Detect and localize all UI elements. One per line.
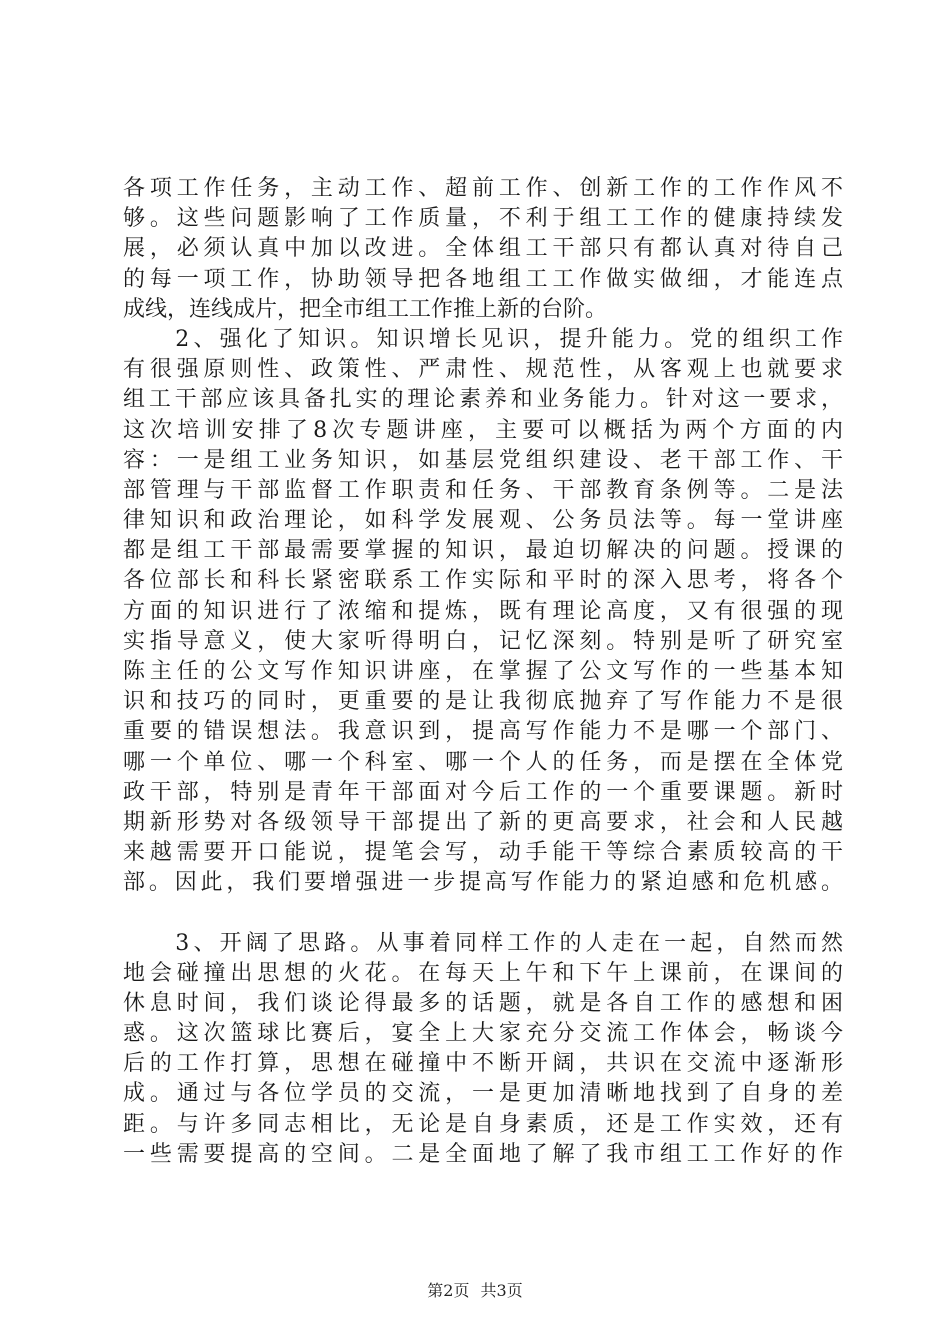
paragraph-gap [123, 899, 843, 929]
paragraph [123, 325, 843, 899]
body-text [123, 174, 843, 1170]
text-line: 惑。这次篮球比赛后，宴全上大家充分交流工作体会，畅谈今 [123, 1021, 843, 1047]
text-line: 期新形势对各级领导干部提出了新的更高要求，社会和人民越 [123, 809, 843, 835]
text-line: 来越需要开口能说，提笔会写，动手能干等综合素质较高的干 [123, 840, 843, 866]
text-line: 组工干部应该具备扎实的理论素养和业务能力。针对这一要求， [123, 387, 843, 413]
text-line: 识和技巧的同时，更重要的是让我彻底抛弃了写作能力不是很 [123, 689, 843, 715]
text-line: 的每一项工作，协助领导把各地组工工作做实做细，才能连点 [123, 266, 843, 292]
text-line: 哪一个单位、哪一个科室、哪一个人的任务，而是摆在全体党 [123, 749, 843, 775]
text-line: 陈主任的公文写作知识讲座，在掌握了公文写作的一些基本知 [123, 659, 843, 684]
text-line: 有很强原则性、政策性、严肃性、规范性，从客观上也就要求 [123, 357, 843, 383]
text-line: 政干部，特别是青年干部面对今后工作的一个重要课题。新时 [123, 779, 843, 805]
text-line: 部。因此，我们要增强进一步提高写作能力的紧迫感和危机感。 [123, 870, 843, 896]
text-line: 休息时间，我们谈论得最多的话题，就是各自工作的感想和困 [123, 990, 843, 1016]
text-line: 容：一是组工业务知识，如基层党组织建设、老干部工作、干 [123, 447, 843, 473]
text-line: 都是组工干部最需要掌握的知识，最迫切解决的问题。授课的 [123, 538, 843, 564]
paragraph [123, 174, 843, 325]
text-line: 展，必须认真中加以改进。全体组工干部只有都认真对待自己 [123, 236, 843, 262]
page-number: 第2页 [427, 1281, 470, 1300]
text-line: 3、开阔了思路。从事着同样工作的人走在一起，自然而然 [123, 930, 843, 956]
paragraph [123, 929, 843, 1171]
text-line: 方面的知识进行了浓缩和提炼，既有理论高度，又有很强的现 [123, 598, 843, 624]
text-line: 2、强化了知识。知识增长见识，提升能力。党的组织工作 [123, 326, 843, 352]
text-line: 部管理与干部监督工作职责和任务、干部教育条例等。二是法 [123, 477, 843, 503]
text-line: 实指导意义，使大家听得明白，记忆深刻。特别是听了研究室 [123, 628, 843, 654]
text-line: 距。与许多同志相比，无论是自身素质，还是工作实效，还有 [123, 1111, 843, 1137]
text-line: 成。通过与各位学员的交流，一是更加清晰地找到了自身的差 [123, 1081, 843, 1107]
text-line: 成线，连线成片，把全市组工工作推上新的台阶。 [123, 296, 608, 322]
text-line: 各位部长和科长紧密联系工作实际和平时的深入思考，将各个 [123, 568, 843, 594]
text-line: 一些需要提高的空间。二是全面地了解了我市组工工作好的作 [123, 1141, 843, 1167]
text-line: 重要的错误想法。我意识到，提高写作能力不是哪一个部门、 [123, 719, 843, 745]
page-total: 共3页 [480, 1281, 523, 1300]
text-line: 这次培训安排了8次专题讲座，主要可以概括为两个方面的内 [123, 417, 843, 443]
text-line: 律知识和政治理论，如科学发展观、公务员法等。每一堂讲座 [123, 508, 843, 534]
text-line: 够。这些问题影响了工作质量，不利于组工工作的健康持续发 [123, 206, 843, 232]
text-line: 地会碰撞出思想的火花。在每天上午和下午上课前，在课间的 [123, 960, 843, 986]
text-line: 后的工作打算，思想在碰撞中不断开阔，共识在交流中逐渐形 [123, 1051, 843, 1077]
page-footer [0, 1278, 950, 1301]
text-line: 各项工作任务，主动工作、超前工作、创新工作的工作作风不 [123, 176, 843, 201]
